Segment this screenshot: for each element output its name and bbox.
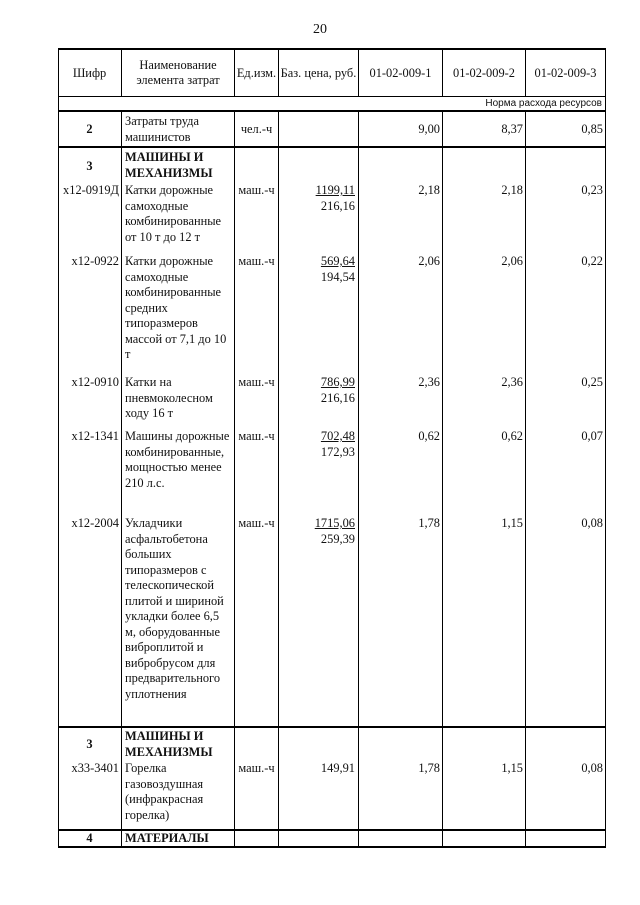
- row-v1: 2,36: [418, 375, 440, 389]
- row-code: х12-0919Д: [63, 183, 119, 197]
- row-unit: маш.-ч: [238, 254, 275, 268]
- row-v1: 1,78: [418, 516, 440, 530]
- row-code: х12-2004: [71, 516, 119, 530]
- row-price-secondary: 194,54: [320, 270, 355, 284]
- row-code: х12-0910: [71, 375, 119, 389]
- section-title: МАШИНЫ И МЕХАНИЗМЫ: [125, 150, 213, 180]
- row-v3: 0,22: [581, 254, 603, 268]
- row-name: Горелка газовоздушная (инфракрасная горелка): [125, 761, 204, 822]
- header-code: Шифр: [72, 65, 107, 80]
- row-unit: маш.-ч: [238, 375, 275, 389]
- row-v1: 9,00: [418, 122, 440, 136]
- row-code: х12-1341: [71, 429, 119, 443]
- row-code: х12-0922: [71, 254, 119, 268]
- row-code: 2: [86, 122, 93, 136]
- row-price-secondary: 259,39: [320, 532, 355, 546]
- row-price-secondary: 172,93: [320, 445, 355, 459]
- row-v2: 0,62: [501, 429, 523, 443]
- row-v2: 2,36: [501, 375, 523, 389]
- norm-label: Норма расхода ресурсов: [485, 98, 602, 109]
- header-col3: 01-02-009-3: [534, 65, 597, 80]
- row-name: Машины дорожные комбинированные, мощностью менее 210 л.с.: [125, 429, 230, 490]
- row-name: Катки дорожные самоходные комбинированные средних типоразмеров массой от 7,1 до 10 т: [125, 254, 227, 361]
- row-v1: 0,62: [418, 429, 440, 443]
- row-v3: 0,23: [581, 183, 603, 197]
- row-price: 569,64: [320, 254, 355, 268]
- row-name: Катки дорожные самоходные комбинированные от 10 т до 12 т: [125, 183, 222, 244]
- row-name: Затраты труда машинистов: [125, 114, 199, 144]
- section-code: 3: [86, 737, 93, 751]
- section-title: МАТЕРИАЛЫ: [125, 831, 209, 845]
- row-price: 149,91: [320, 761, 355, 775]
- row-v3: 0,08: [581, 516, 603, 530]
- resource-table: [58, 48, 606, 848]
- row-v3: 0,85: [581, 122, 603, 136]
- row-v2: 2,18: [501, 183, 523, 197]
- row-v3: 0,25: [581, 375, 603, 389]
- row-v2: 1,15: [501, 761, 523, 775]
- row-unit: маш.-ч: [238, 429, 275, 443]
- header-unit: Ед.изм.: [236, 65, 277, 80]
- row-name: Катки на пневмоколесном ходу 16 т: [125, 375, 213, 420]
- row-v3: 0,07: [581, 429, 603, 443]
- page-number: 20: [313, 22, 327, 37]
- row-price: 1715,06: [314, 516, 355, 530]
- row-v2: 8,37: [501, 122, 523, 136]
- row-name: Укладчики асфальтобетона больших типоразмеров с телескопической плитой и шириной укладки более 6,5 м, оборудованные виброплитой и вибробрусом для предварительного уплотнения: [125, 516, 224, 701]
- header-price: Баз. цена, руб.: [280, 65, 357, 80]
- row-price-secondary: 216,16: [320, 391, 355, 405]
- row-v2: 1,15: [501, 516, 523, 530]
- row-v1: 2,06: [418, 254, 440, 268]
- row-code: х33-3401: [71, 761, 119, 775]
- row-v1: 2,18: [418, 183, 440, 197]
- row-unit: маш.-ч: [238, 761, 275, 775]
- row-unit: маш.-ч: [238, 183, 275, 197]
- row-unit: маш.-ч: [238, 516, 275, 530]
- row-v2: 2,06: [501, 254, 523, 268]
- row-v3: 0,08: [581, 761, 603, 775]
- section-title: МАШИНЫ И МЕХАНИЗМЫ: [125, 729, 213, 759]
- row-unit: чел.-ч: [240, 122, 273, 136]
- section-code: 4: [86, 831, 93, 845]
- row-price-secondary: 216,16: [320, 199, 355, 213]
- row-price: 1199,11: [315, 183, 355, 197]
- row-price: 702,48: [320, 429, 355, 443]
- row-v1: 1,78: [418, 761, 440, 775]
- header-col1: 01-02-009-1: [369, 65, 432, 80]
- row-price: 786,99: [320, 375, 355, 389]
- section-code: 3: [86, 159, 93, 173]
- header-col2: 01-02-009-2: [453, 65, 515, 80]
- header-name: Наименование элемента затрат: [136, 58, 220, 87]
